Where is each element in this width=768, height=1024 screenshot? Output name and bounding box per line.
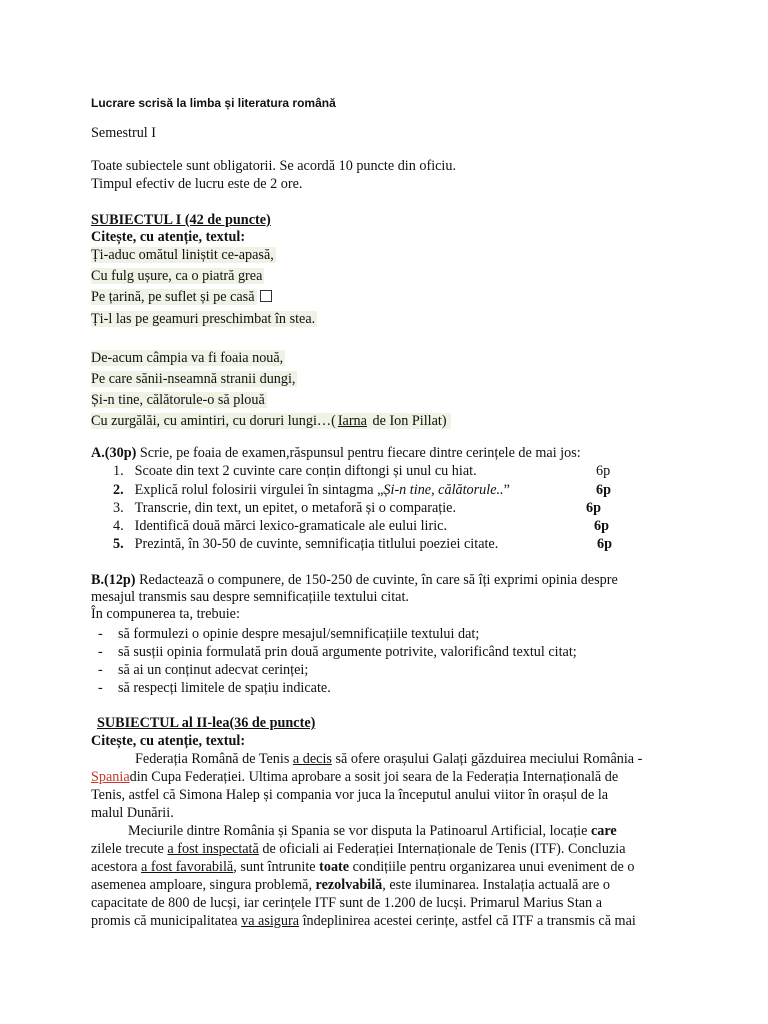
- poem-line: Ți-l las pe geamuri preschimbat în stea.: [91, 311, 316, 327]
- missing-glyph-icon: [260, 290, 272, 302]
- poem-author: de Ion Pillat): [368, 413, 447, 429]
- poem-line: Cu fulg ușure, ca o piatră grea: [91, 268, 263, 284]
- article-p1-line-3: Tenis, astfel că Simona Halep și compania vor juca la începutul anului viitor în orașul de la: [91, 787, 609, 803]
- poem-line: Și-n tine, călătorule-o să plouă: [91, 392, 265, 408]
- section-2-instruction: Citește, cu atenție, textul:: [91, 733, 246, 749]
- poem-line: Ți-aduc omătul liniștit ce-apasă,: [91, 247, 274, 263]
- article-p2-line-5: capacitate de 800 de lucși, iar cerințele ITF sunt de 1.200 de lucși. Primarul Marius Stan a: [91, 895, 602, 911]
- task-b: B.(12p) Redactează o compunere, de 150-250 de cuvinte, în care să îți exprimi opinia despre: [91, 572, 618, 588]
- task-a: A.(30p) Scrie, pe foaia de examen,răspunsul pentru fiecare dintre cerințele de mai jos:: [91, 445, 581, 461]
- poem-title: Iarna: [337, 413, 367, 429]
- article-p2-line-4: asemenea amploare, singura problemă, rezolvabilă, este iluminarea. Instalația actuală are o: [91, 877, 610, 893]
- section-2-heading: SUBIECTUL al II-lea(36 de puncte): [97, 715, 316, 731]
- article-p1-line-4: malul Dunării.: [91, 805, 174, 821]
- bullet-item: să formulezi o opinie despre mesajul/semnificațiile textului dat;: [118, 626, 480, 642]
- article-p2-line-6: promis că municipalitatea va asigura îndeplinirea acestei cerințe, astfel că ITF a transmis că mai: [91, 913, 636, 929]
- bullet-item: să susții opinia formulată prin două argumente potrivite, valorificând textul citat;: [118, 644, 577, 660]
- intro-line-1: Toate subiectele sunt obligatorii. Se acordă 10 puncte din oficiu.: [91, 158, 457, 174]
- section-1-instruction: Citește, cu atenție, textul:: [91, 229, 246, 245]
- document-title: Lucrare scrisă la limba și literatura română: [91, 96, 336, 110]
- task-item-3-points: 6p: [586, 500, 601, 516]
- intro-line-2: Timpul efectiv de lucru este de 2 ore.: [91, 176, 303, 192]
- task-item-2: 2. Explică rolul folosirii virgulei în sintagma „Și-n tine, călătorule..”: [113, 482, 510, 498]
- poem-line: De-acum câmpia va fi foaia nouă,: [91, 350, 284, 366]
- bullet-dash: -: [98, 662, 103, 678]
- poem-line: Pe care sănii-nseamnă stranii dungi,: [91, 371, 296, 387]
- bullet-dash: -: [98, 644, 103, 660]
- semester-label: Semestrul I: [91, 125, 157, 141]
- task-item-1-points: 6p: [596, 463, 611, 479]
- article-p2-line-3: acestora a fost favorabilă, sunt întrunite toate condițiile pentru organizarea unui eveniment de o: [91, 859, 635, 875]
- task-item-2-points: 6p: [596, 482, 611, 498]
- bullet-dash: -: [98, 680, 103, 696]
- bullet-dash: -: [98, 626, 103, 642]
- task-item-1: 1. Scoate din text 2 cuvinte care conțin diftongi și unul cu hiat.: [113, 463, 477, 479]
- bullet-item: să ai un conținut adecvat cerinței;: [118, 662, 309, 678]
- article-p2-line-1: Meciurile dintre România și Spania se vor disputa la Patinoarul Artificial, locație care: [128, 823, 617, 839]
- section-1-heading: SUBIECTUL I (42 de puncte): [91, 212, 271, 228]
- bullet-item: să respecți limitele de spațiu indicate.: [118, 680, 331, 696]
- poem-line-last: Cu zurgălăi, cu amintiri, cu doruri lungi…( Iarna de Ion Pillat): [91, 413, 451, 429]
- poem-line: Pe țarină, pe suflet și pe casă: [91, 289, 255, 305]
- task-item-4-points: 6p: [594, 518, 609, 534]
- article-p2-line-2: zilele trecute a fost inspectată de oficiali ai Federației Internaționale de Tenis (ITF). Concluzia: [91, 841, 626, 857]
- task-item-3: 3. Transcrie, din text, un epitet, o metaforă și o comparație.: [113, 500, 456, 516]
- article-p1-line-2: Spaniadin Cupa Federației. Ultima aprobare a sosit joi seara de la Federația Internațională de: [91, 769, 619, 785]
- task-b-line-3: În compunerea ta, trebuie:: [91, 606, 240, 622]
- task-item-4: 4. Identifică două mărci lexico-gramaticale ale eului liric.: [113, 518, 448, 534]
- task-b-line-2: mesajul transmis sau despre semnificațiile textului citat.: [91, 589, 409, 605]
- task-item-5: 5. Prezintă, în 30-50 de cuvinte, semnificația titlului poeziei citate.: [113, 536, 499, 552]
- task-item-5-points: 6p: [597, 536, 612, 552]
- article-p1-line-1: Federația Română de Tenis a decis să ofere orașului Galați găzduirea meciului România -: [135, 751, 643, 767]
